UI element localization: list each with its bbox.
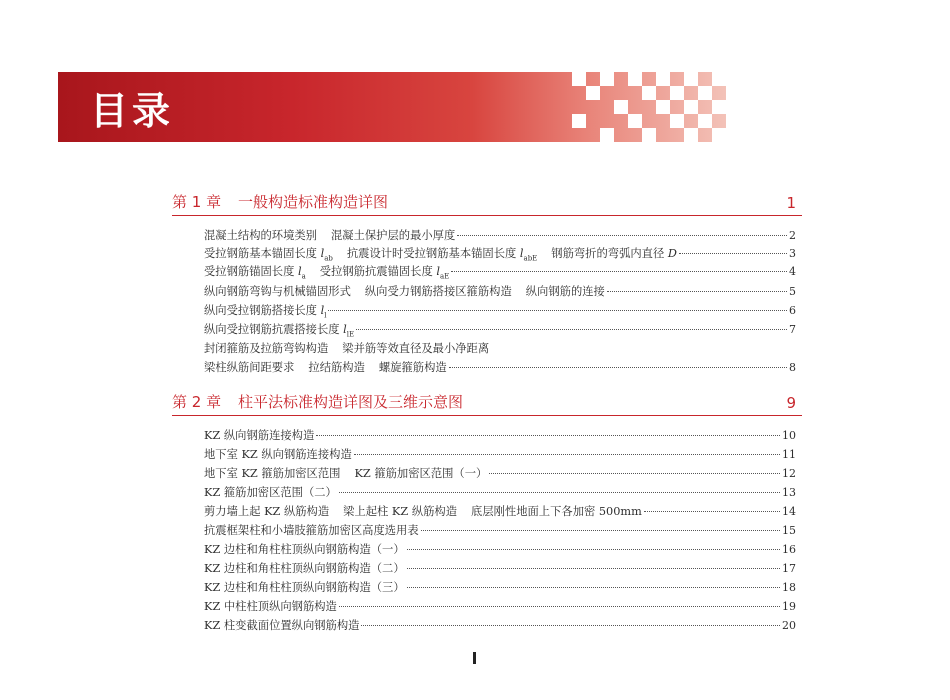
- entry-text: KZ 中柱柱顶纵向钢筋构造: [204, 600, 337, 613]
- toc-entry[interactable]: [204, 560, 796, 578]
- toc-entry[interactable]: [204, 579, 796, 597]
- dot-leader: [316, 435, 780, 436]
- entry-text: 底层刚性地面上下各加密 500mm: [471, 505, 642, 518]
- chapter-title: 一般构造标准构造详图: [238, 193, 389, 211]
- entry-text: 纵向钢筋的连接: [525, 285, 605, 298]
- dot-leader: [607, 291, 787, 292]
- toc-entry[interactable]: [204, 321, 796, 339]
- entry-text: 地下室 KZ 纵向钢筋连接构造: [204, 448, 352, 461]
- checker-decoration: [558, 72, 726, 142]
- entry-text: 抗震框架柱和小墙肢箍筋加密区高度选用表: [204, 524, 419, 537]
- entry-page: 2: [789, 229, 796, 242]
- toc-entry[interactable]: [204, 245, 796, 263]
- toc-entry[interactable]: [204, 427, 796, 445]
- entry-page: 14: [782, 505, 796, 518]
- dot-leader: [361, 625, 780, 626]
- entry-text: 梁并筋等效直径及最小净距离: [342, 342, 490, 355]
- entry-text: KZ 箍筋加密区范围（一）: [354, 467, 488, 480]
- chapter-heading-1[interactable]: [172, 193, 802, 216]
- toc-entry[interactable]: [204, 598, 796, 616]
- entry-text: 纵向受拉钢筋搭接长度 $l_l$: [204, 304, 327, 320]
- entry-text: 钢筋弯折的弯弧内直径 D: [551, 247, 677, 260]
- entry-text: KZ 边柱和角柱柱顶纵向钢筋构造（三）: [204, 581, 405, 594]
- entry-text: 混凝土保护层的最小厚度: [330, 229, 456, 242]
- toc-entry[interactable]: [204, 465, 796, 483]
- entry-text: KZ 边柱和角柱柱顶纵向钢筋构造（二）: [204, 562, 405, 575]
- entry-text: 封闭箍筋及拉筋弯钩构造: [204, 342, 329, 355]
- entry-text: 梁柱纵筋间距要求: [204, 361, 295, 374]
- toc-banner: [58, 72, 726, 142]
- chapter-label: 第 1 章: [172, 193, 222, 211]
- entry-page: 17: [782, 562, 796, 575]
- toc-entry[interactable]: [204, 541, 796, 559]
- entry-text: 剪力墙上起 KZ 纵筋构造: [204, 505, 330, 518]
- dot-leader: [421, 530, 780, 531]
- dot-leader: [407, 587, 780, 588]
- toc-entry[interactable]: [204, 522, 796, 540]
- entry-text: 地下室 KZ 箍筋加密区范围: [204, 467, 341, 480]
- dot-leader: [451, 271, 787, 272]
- entry-text: 受拉钢筋基本锚固长度 $l_{ab}$: [204, 247, 333, 263]
- entry-page: 6: [789, 304, 796, 317]
- entry-page: 11: [782, 448, 796, 461]
- page-title: 目录: [90, 89, 175, 133]
- entry-page: 19: [782, 600, 796, 613]
- toc-entry[interactable]: [204, 283, 796, 301]
- toc-entry[interactable]: [204, 617, 796, 635]
- dot-leader: [339, 492, 780, 493]
- dot-leader: [356, 329, 787, 330]
- chapter-label: 第 2 章: [172, 393, 222, 411]
- entry-text: KZ 柱变截面位置纵向钢筋构造: [204, 619, 360, 632]
- entry-text: 螺旋箍筋构造: [378, 361, 447, 374]
- dot-leader: [354, 454, 780, 455]
- dot-leader: [449, 367, 787, 368]
- entry-page: 12: [782, 467, 796, 480]
- dot-leader: [489, 473, 780, 474]
- dot-leader: [407, 549, 780, 550]
- toc-entry[interactable]: [204, 359, 796, 377]
- chapter-page: 1: [786, 194, 796, 212]
- chapter-title: 柱平法标准构造详图及三维示意图: [238, 393, 464, 411]
- toc-entry[interactable]: [204, 503, 796, 521]
- dot-leader: [457, 235, 787, 236]
- entry-text: 梁上起柱 KZ 纵筋构造: [343, 505, 458, 518]
- entry-text: 纵向受拉钢筋抗震搭接长度 $l_{lE}$: [204, 323, 355, 339]
- entry-page: 5: [789, 285, 796, 298]
- entry-page: 10: [782, 429, 796, 442]
- toc-entry[interactable]: [204, 446, 796, 464]
- dot-leader: [407, 568, 780, 569]
- entry-text: KZ 箍筋加密区范围（二）: [204, 486, 337, 499]
- chapter-heading-2[interactable]: [172, 393, 802, 416]
- dot-leader: [339, 606, 780, 607]
- chapter-page: 9: [786, 394, 796, 412]
- entry-text: 抗震设计时受拉钢筋基本锚固长度 $l_{abE}$: [346, 247, 538, 263]
- entry-page: 3: [789, 247, 796, 260]
- entry-text: 纵向钢筋弯钩与机械锚固形式: [204, 285, 351, 298]
- dot-leader: [679, 253, 787, 254]
- toc-entry[interactable]: [204, 227, 796, 245]
- entry-page: 13: [782, 486, 796, 499]
- entry-text: 受拉钢筋锚固长度 $l_a$: [204, 265, 306, 281]
- entry-text: KZ 纵向钢筋连接构造: [204, 429, 315, 442]
- entry-page: 18: [782, 581, 796, 594]
- entry-text: 混凝土结构的环境类别: [204, 229, 317, 242]
- entry-page: 4: [789, 265, 796, 278]
- dot-leader: [328, 310, 787, 311]
- dot-leader: [644, 511, 780, 512]
- toc-entry[interactable]: [204, 263, 796, 281]
- entry-text: 纵向受力钢筋搭接区箍筋构造: [364, 285, 512, 298]
- entry-page: 7: [789, 323, 796, 336]
- toc-entry[interactable]: [204, 302, 796, 320]
- entry-page: 16: [782, 543, 796, 556]
- entry-text: KZ 边柱和角柱柱顶纵向钢筋构造（一）: [204, 543, 405, 556]
- entry-page: 20: [782, 619, 796, 632]
- toc-entry[interactable]: [204, 340, 796, 358]
- toc-entry[interactable]: [204, 484, 796, 502]
- entry-text: 受拉钢筋抗震锚固长度 $l_{aE}$: [319, 265, 450, 281]
- entry-page: 15: [782, 524, 796, 537]
- entry-text: 拉结筋构造: [308, 361, 365, 374]
- entry-page: 8: [789, 361, 796, 374]
- page-marker: [473, 652, 476, 664]
